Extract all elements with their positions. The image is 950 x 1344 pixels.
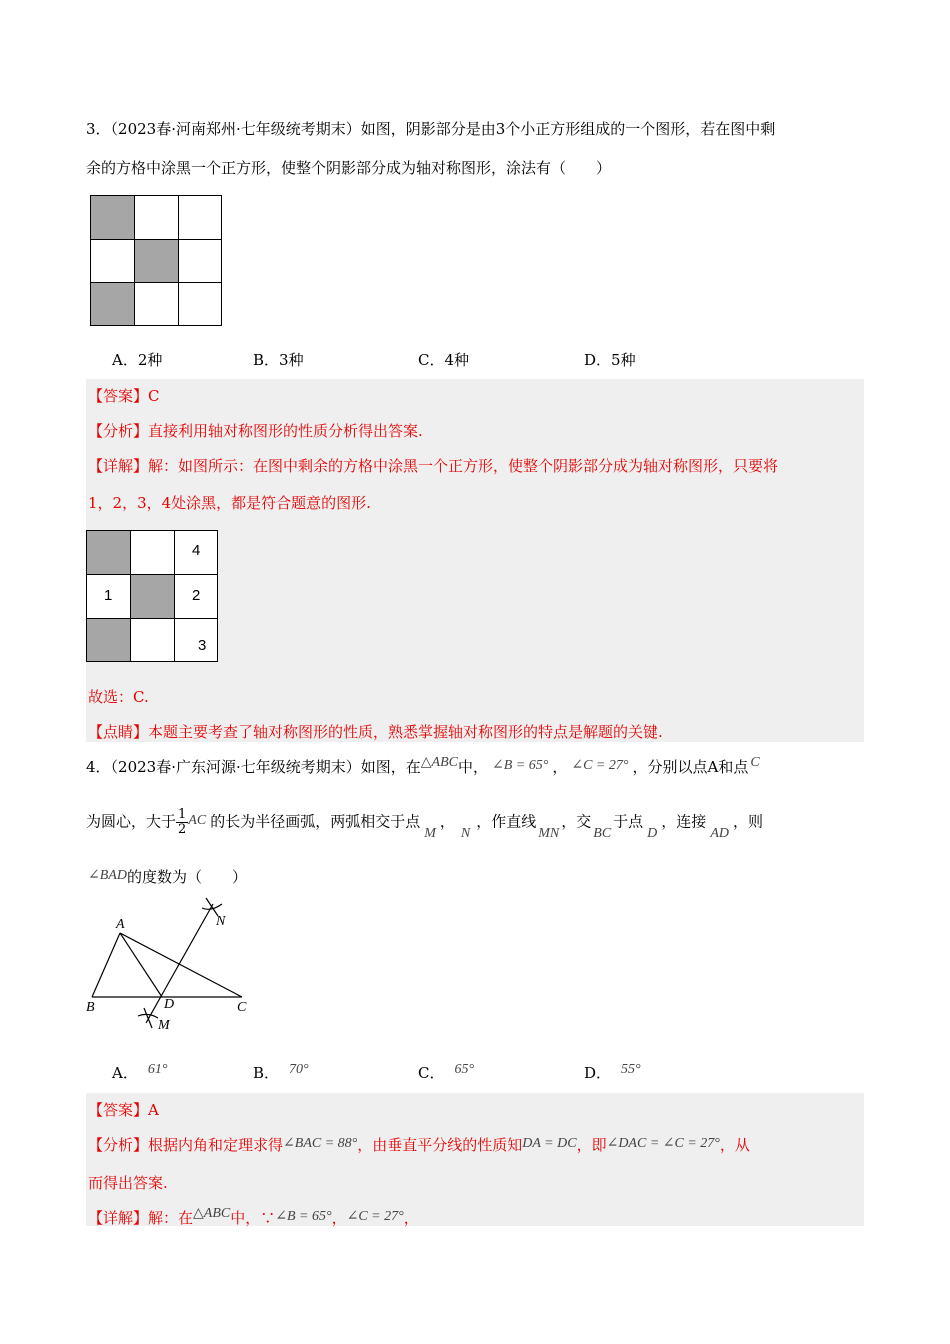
q4-text: 为圆心，大于 [86, 812, 177, 831]
q4-text: ，连接 [661, 812, 707, 831]
q4-analysis-tag: 【分析】 [88, 1136, 149, 1154]
q4-segment-bc: BC [593, 825, 612, 841]
q4-angle-b: ∠B = 65° [492, 758, 549, 773]
q4-analysis-text: ，从 [719, 1136, 750, 1154]
label-c: C [237, 1000, 247, 1015]
q3-option-a: A．2种 [112, 351, 163, 369]
q4-option-a [112, 1062, 167, 1083]
q3-detail-text1: 解：如图所示：在图中剩余的方格中涂黑一个正方形，使整个阴影部分成为轴对称图形，只要将 [148, 457, 779, 475]
label-b: B [86, 1000, 95, 1015]
grid-cell [134, 239, 179, 283]
q4-angle-c: ∠C = 27° [571, 758, 629, 773]
q4-analysis-line1 [88, 1134, 750, 1155]
perpendicular-bisector-mn [146, 904, 213, 1023]
option-letter: A． [112, 1064, 138, 1082]
q4-point-c: C [750, 755, 760, 770]
q4-analysis-text: ，即 [576, 1136, 607, 1154]
q4-answer: A [148, 1101, 159, 1119]
grid-cell [86, 618, 131, 662]
q4-line-mn: MN [538, 825, 560, 841]
q4-da-eq-dc: DA = DC [522, 1136, 577, 1151]
q4-point-m: M [424, 825, 436, 841]
q4-option-c [418, 1062, 474, 1083]
q4-detail-tag: 【详解】 [88, 1209, 149, 1227]
grid-cell [134, 195, 179, 240]
q3-choose: 故选：C. [88, 688, 149, 706]
grid-cell [178, 239, 222, 283]
q3-option-c: C．4种 [418, 351, 470, 369]
q3-comment: 本题主要考查了轴对称图形的性质，熟悉掌握轴对称图形的特点是解题的关键. [148, 723, 663, 741]
q4-text: 的度数为（ ） [126, 868, 247, 886]
grid-cell [174, 618, 218, 662]
q3-detail-line1 [88, 455, 778, 476]
q4-angle-bac: ∠BAC = 88° [283, 1136, 358, 1151]
q4-text: 于点 [613, 812, 644, 831]
option-value: 65° [454, 1062, 475, 1077]
arc-m-2 [144, 1008, 152, 1028]
option-letter: C． [418, 1064, 445, 1082]
q3-answer: C [148, 387, 160, 405]
q4-text: 的长为半径画弧，两弧相交于点 [210, 812, 421, 831]
q3-comment-line [88, 721, 663, 742]
q4-text: ，则 [732, 812, 763, 831]
frac-denominator: 2 [178, 822, 187, 837]
q3-stem-line1 [86, 118, 775, 139]
q3-solution-grid [86, 530, 218, 662]
label-n: N [216, 914, 226, 929]
q4-segment-ad: AD [710, 825, 729, 841]
q4-analysis-text: ，由垂直平分线的性质知 [357, 1136, 523, 1154]
label-d: D [164, 997, 175, 1012]
q4-detail-angle-c: ∠C = 27° [346, 1209, 404, 1224]
q4-text: ，分别以点A和点 [632, 758, 749, 776]
grid-cell [130, 618, 175, 662]
q4-number: 4． [86, 758, 111, 776]
grid-cell [86, 530, 131, 575]
q4-angle-dac: ∠DAC = ∠C = 27° [606, 1136, 720, 1151]
option-value: 61° [147, 1062, 168, 1077]
q3-option-b: B．3种 [253, 351, 304, 369]
side-ac [120, 933, 242, 997]
grid-cell [134, 282, 179, 326]
q4-text: ， [552, 758, 568, 776]
q4-analysis-line2: 而得出答案. [88, 1174, 168, 1192]
q4-option-d [584, 1062, 641, 1083]
q4-detail-line [88, 1207, 419, 1228]
segment-ad [120, 933, 162, 997]
grid-cell [90, 195, 135, 240]
q3-answer-line [88, 385, 160, 406]
q3-source: （2023春·河南郑州·七年级统考期末） [110, 120, 361, 138]
frac-numerator: 1 [178, 807, 187, 822]
q4-stem-line3 [88, 866, 247, 887]
q4-point-d: D [647, 825, 658, 841]
q4-text: ， [439, 812, 455, 831]
q4-segment-ac: AC [188, 812, 207, 828]
q3-detail-line2: 1，2，3，4处涂黑，都是符合题意的图形. [88, 494, 371, 512]
label-m: M [158, 1018, 170, 1033]
q3-number: 3． [86, 120, 111, 138]
q3-detail-tag: 【详解】 [88, 457, 149, 475]
q3-analysis: 直接利用轴对称图形的性质分析得出答案. [148, 422, 423, 440]
q4-fraction-half [176, 808, 188, 837]
q4-detail-triangle: △ABC [193, 1206, 231, 1221]
q4-detail-text: 解：在 [148, 1209, 194, 1227]
grid-label-1: 1 [104, 587, 113, 604]
q4-detail-angle-b: ∠B = 65° [275, 1209, 332, 1224]
grid-cell [90, 239, 135, 283]
q4-triangle-abc: △ABC [420, 755, 458, 770]
q4-option-b [253, 1062, 309, 1083]
q4-triangle-figure [80, 890, 260, 1035]
option-letter: D． [584, 1064, 612, 1082]
q4-detail-text: ， [331, 1209, 347, 1227]
q4-text: 如图，在 [360, 758, 421, 776]
grid-cell [90, 282, 135, 326]
q3-analysis-line [88, 420, 423, 441]
q4-angle-bad: ∠BAD [88, 868, 127, 883]
q3-question-grid [90, 195, 222, 326]
grid-cell [178, 282, 222, 326]
q4-point-n: N [460, 825, 471, 841]
q3-stem-line2: 余的方格中涂黑一个正方形，使整个阴影部分成为轴对称图形，涂法有（ ） [86, 159, 612, 177]
grid-label-2: 2 [192, 587, 201, 604]
q4-text: ，交 [561, 812, 592, 831]
q4-detail-text: 中，∵ [230, 1209, 276, 1227]
q4-stem-line1 [86, 756, 760, 777]
label-a: A [116, 917, 125, 932]
option-letter: B． [253, 1064, 280, 1082]
option-value: 55° [621, 1062, 641, 1077]
q4-text: 中， [458, 758, 489, 776]
grid-cell [178, 195, 222, 240]
q3-answer-tag: 【答案】 [88, 387, 149, 405]
q3-option-d: D．5种 [584, 351, 636, 369]
q4-detail-text: ， [403, 1209, 419, 1227]
q4-text: ，作直线 [476, 812, 537, 831]
grid-cell [130, 530, 175, 575]
option-value: 70° [289, 1062, 309, 1077]
grid-cell [130, 574, 175, 619]
q4-source: （2023春·广东河源·七年级统考期末） [110, 758, 361, 776]
q3-comment-tag: 【点睛】 [88, 723, 149, 741]
q4-answer-line [88, 1099, 159, 1120]
q4-answer-tag: 【答案】 [88, 1101, 149, 1119]
q4-analysis-text: 根据内角和定理求得 [148, 1136, 284, 1154]
grid-label-4: 4 [192, 542, 201, 559]
q4-stem-line2 [86, 807, 763, 841]
grid-label-3: 3 [198, 637, 207, 654]
side-ab [92, 933, 120, 997]
q3-stem-text: 如图，阴影部分是由3个小正方形组成的一个图形，若在图中剩 [360, 120, 776, 138]
q3-analysis-tag: 【分析】 [88, 422, 149, 440]
